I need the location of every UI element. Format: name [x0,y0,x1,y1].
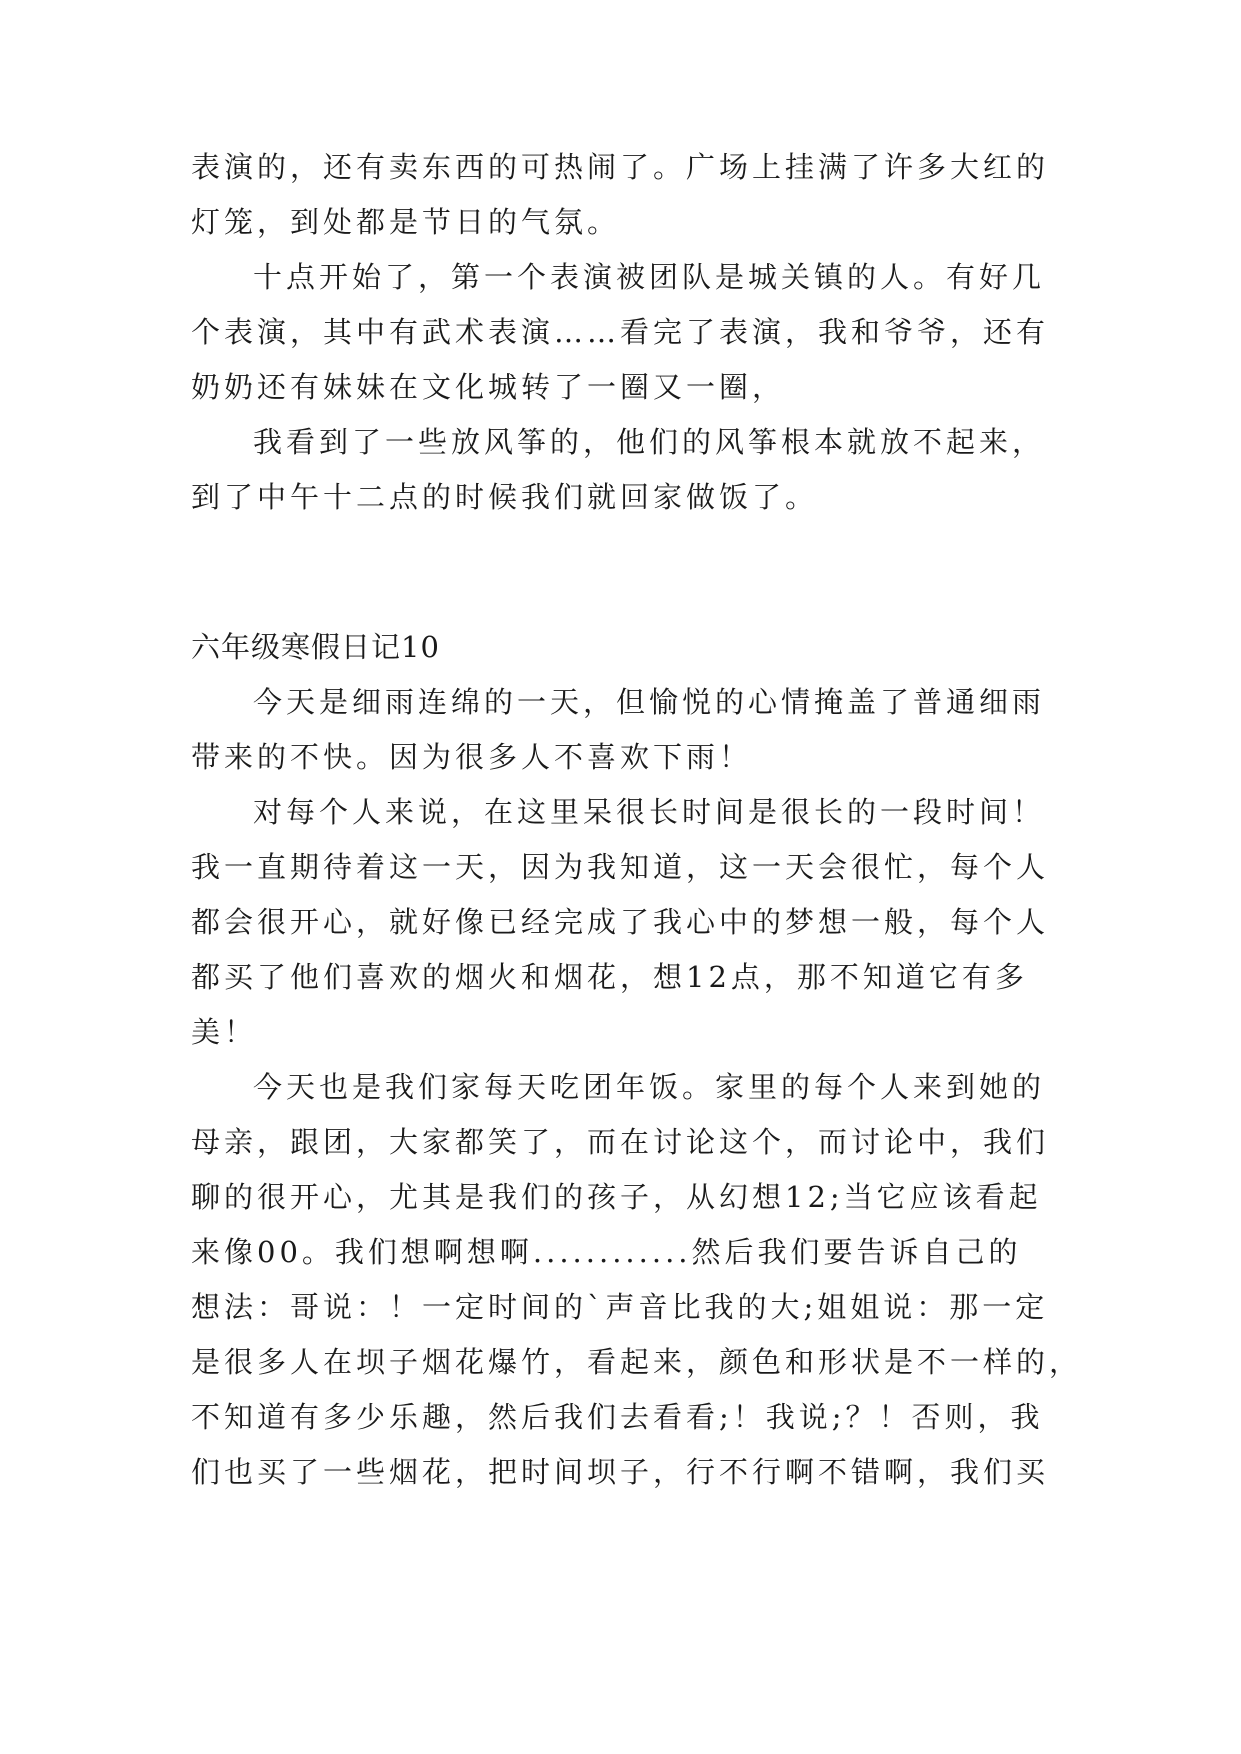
paragraph-line: 十点开始了，第一个表演被团队是城关镇的人。有好几 [253,260,1046,294]
paragraph-line: 们也买了一些烟花，把时间坝子，行不行啊不错啊，我们买 [191,1455,1050,1489]
paragraph-line: 都买了他们喜欢的烟火和烟花，想12点，那不知道它有多 [191,960,1028,994]
paragraph-line: 到了中午十二点的时候我们就回家做饭了。 [191,480,819,514]
paragraph-line: 今天是细雨连绵的一天，但愉悦的心情掩盖了普通细雨 [253,685,1046,719]
paragraph-line: 我看到了一些放风筝的，他们的风筝根本就放不起来， [253,425,1046,459]
paragraph-line: 奶奶还有妹妹在文化城转了一圈又一圈， [191,370,786,404]
paragraph-line: 是很多人在坝子烟花爆竹，看起来，颜色和形状是不一样的， [191,1345,1083,1379]
section-heading: 六年级寒假日记10 [191,630,440,664]
paragraph-line: 都会很开心，就好像已经完成了我心中的梦想一般，每个人 [191,905,1050,939]
paragraph-line: 表演的，还有卖东西的可热闹了。广场上挂满了许多大红的 [191,150,1050,184]
paragraph-line: 今天也是我们家每天吃团年饭。家里的每个人来到她的 [253,1070,1046,1104]
paragraph-line: 灯笼，到处都是节日的气氛。 [191,205,621,239]
paragraph-line: 对每个人来说，在这里呆很长时间是很长的一段时间！ [253,795,1046,829]
paragraph-line: 想法：哥说：！一定时间的`声音比我的大;姐姐说：那一定 [191,1290,1049,1324]
paragraph-line: 带来的不快。因为很多人不喜欢下雨！ [191,740,753,774]
paragraph-line: 我一直期待着这一天，因为我知道，这一天会很忙，每个人 [191,850,1050,884]
paragraph-line: 聊的很开心，尤其是我们的孩子，从幻想12;当它应该看起 [191,1180,1042,1214]
paragraph-line: 母亲，跟团，大家都笑了，而在讨论这个，而讨论中，我们 [191,1125,1050,1159]
paragraph-line: 个表演，其中有武术表演……看完了表演，我和爷爷，还有 [191,315,1050,349]
paragraph-line: 不知道有多少乐趣，然后我们去看看;！我说;？！否则，我 [191,1400,1044,1434]
paragraph-line: 来像00。我们想啊想啊............然后我们要告诉自己的 [191,1235,1022,1269]
paragraph-line: 美！ [191,1015,258,1049]
